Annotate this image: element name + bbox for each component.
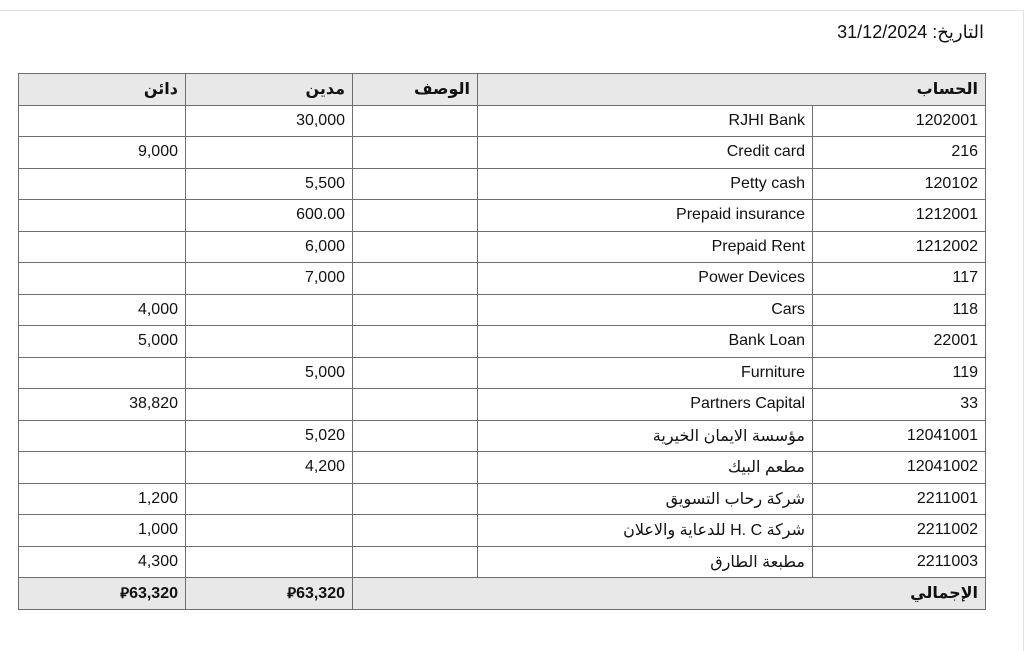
account-name-cell: Credit card	[478, 137, 813, 169]
account-code-cell: 120102	[813, 168, 986, 200]
account-code-cell: 2211003	[813, 546, 986, 578]
debit-cell	[186, 294, 353, 326]
credit-cell	[19, 105, 186, 137]
account-column-header: الحساب	[478, 74, 986, 106]
debit-cell: 4,200	[186, 452, 353, 484]
credit-cell	[19, 168, 186, 200]
total-debit-cell	[186, 578, 353, 610]
account-name-cell: Power Devices	[478, 263, 813, 295]
top-divider	[0, 10, 1024, 11]
total-row	[19, 578, 986, 610]
account-code-cell: 2211001	[813, 483, 986, 515]
description-cell	[353, 452, 478, 484]
debit-cell	[186, 326, 353, 358]
credit-cell: 5,000	[19, 326, 186, 358]
table-row	[19, 546, 986, 578]
description-cell	[353, 515, 478, 547]
account-name-cell: مؤسسة الايمان الخيرية	[478, 420, 813, 452]
table-header-row	[19, 74, 986, 106]
table-row	[19, 105, 986, 137]
description-cell	[353, 546, 478, 578]
credit-column-header: دائن	[19, 74, 186, 106]
account-code-cell: 12041002	[813, 452, 986, 484]
debit-cell: 7,000	[186, 263, 353, 295]
debit-cell: 6,000	[186, 231, 353, 263]
description-cell	[353, 105, 478, 137]
account-code-cell: 216	[813, 137, 986, 169]
description-cell	[353, 263, 478, 295]
debit-cell: 5,020	[186, 420, 353, 452]
debit-cell	[186, 137, 353, 169]
credit-cell: 1,000	[19, 515, 186, 547]
account-code-cell: 12041001	[813, 420, 986, 452]
date-line	[837, 22, 984, 43]
total-label: الإجمالي	[353, 578, 986, 610]
debit-cell	[186, 546, 353, 578]
account-name-cell: مطعم البيك	[478, 452, 813, 484]
account-code-cell: 33	[813, 389, 986, 421]
debit-cell	[186, 389, 353, 421]
total-debit: 63,320	[296, 584, 345, 602]
account-code-cell: 1202001	[813, 105, 986, 137]
credit-cell	[19, 200, 186, 232]
account-name-cell: Furniture	[478, 357, 813, 389]
description-cell	[353, 389, 478, 421]
table-row	[19, 452, 986, 484]
credit-cell: 4,000	[19, 294, 186, 326]
table-row	[19, 200, 986, 232]
account-name-cell: شركة H. C للدعاية والاعلان	[478, 515, 813, 547]
account-code-cell: 119	[813, 357, 986, 389]
table-body	[19, 105, 986, 578]
table-row	[19, 231, 986, 263]
table-row	[19, 483, 986, 515]
trial-balance-table	[18, 73, 986, 610]
table-row	[19, 263, 986, 295]
credit-cell: 9,000	[19, 137, 186, 169]
table-row	[19, 389, 986, 421]
description-cell	[353, 137, 478, 169]
account-code-cell: 117	[813, 263, 986, 295]
credit-cell	[19, 420, 186, 452]
account-name-cell: Cars	[478, 294, 813, 326]
riyal-icon: ⃁	[287, 584, 297, 602]
riyal-icon: ⃁	[120, 584, 130, 602]
table-row	[19, 357, 986, 389]
credit-cell	[19, 263, 186, 295]
debit-cell: 30,000	[186, 105, 353, 137]
credit-cell: 4,300	[19, 546, 186, 578]
debit-cell	[186, 515, 353, 547]
table-row	[19, 420, 986, 452]
account-code-cell: 22001	[813, 326, 986, 358]
description-cell	[353, 294, 478, 326]
credit-cell	[19, 452, 186, 484]
account-code-cell: 2211002	[813, 515, 986, 547]
account-name-cell: Partners Capital	[478, 389, 813, 421]
description-cell	[353, 483, 478, 515]
table-row	[19, 515, 986, 547]
table-row	[19, 137, 986, 169]
description-cell	[353, 200, 478, 232]
debit-cell: 5,500	[186, 168, 353, 200]
table-row	[19, 326, 986, 358]
debit-cell: 600.00	[186, 200, 353, 232]
date-value: 31/12/2024	[837, 22, 928, 42]
account-name-cell: Petty cash	[478, 168, 813, 200]
account-name-cell: Bank Loan	[478, 326, 813, 358]
description-cell	[353, 231, 478, 263]
account-code-cell: 1212002	[813, 231, 986, 263]
description-cell	[353, 420, 478, 452]
account-name-cell: Prepaid insurance	[478, 200, 813, 232]
debit-cell: 5,000	[186, 357, 353, 389]
debit-cell	[186, 483, 353, 515]
description-cell	[353, 326, 478, 358]
description-cell	[353, 357, 478, 389]
credit-cell: 38,820	[19, 389, 186, 421]
credit-cell	[19, 357, 186, 389]
description-column-header: الوصف	[353, 74, 478, 106]
account-code-cell: 1212001	[813, 200, 986, 232]
total-credit: 63,320	[129, 584, 178, 602]
credit-cell	[19, 231, 186, 263]
credit-cell: 1,200	[19, 483, 186, 515]
account-name-cell: RJHI Bank	[478, 105, 813, 137]
account-name-cell: شركة رحاب التسويق	[478, 483, 813, 515]
account-code-cell: 118	[813, 294, 986, 326]
description-cell	[353, 168, 478, 200]
debit-column-header: مدين	[186, 74, 353, 106]
total-credit-cell	[19, 578, 186, 610]
account-name-cell: Prepaid Rent	[478, 231, 813, 263]
table-row	[19, 294, 986, 326]
date-label: التاريخ:	[932, 22, 984, 42]
account-name-cell: مطبعة الطارق	[478, 546, 813, 578]
table-row	[19, 168, 986, 200]
